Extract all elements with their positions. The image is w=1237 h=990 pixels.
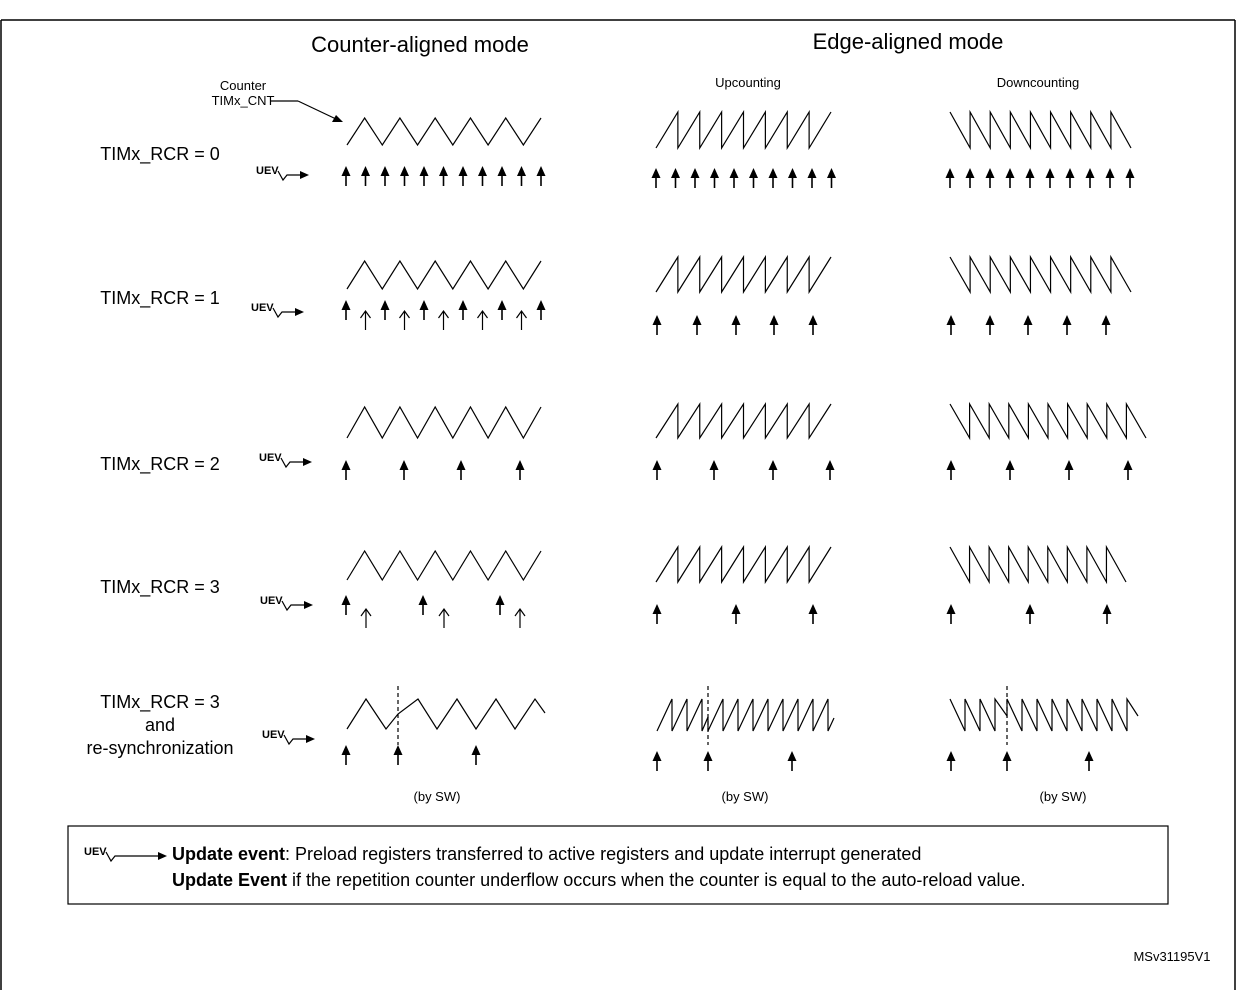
center-underflow-rcr1-3	[400, 311, 410, 330]
up-uev-rcr0-7	[788, 168, 797, 188]
uev-symbol-rcr3-text: UEV	[260, 595, 283, 607]
uev-symbol-rcr2-head	[303, 458, 312, 466]
heading-center-aligned: Counter-aligned mode	[311, 32, 529, 57]
down-uev-rcr0-6-head	[1066, 168, 1075, 178]
up-uev-rcr1-2	[732, 315, 741, 335]
uev-symbol-resync-text: UEV	[262, 729, 285, 741]
counter-callout-arrow	[270, 101, 343, 122]
up-uev-resync-0	[653, 751, 662, 771]
uev-symbol-rcr3-bolt	[282, 601, 306, 610]
up-uev-rcr3-2-head	[809, 604, 818, 614]
center-uev-rcr2-1	[400, 460, 409, 480]
center-underflow-rcr3-0	[361, 609, 371, 628]
down-uev-rcr0-5	[1046, 168, 1055, 188]
up-uev-rcr1-1	[693, 315, 702, 335]
up-uev-rcr0-4-head	[730, 168, 739, 178]
center-uev-rcr0-10	[537, 166, 546, 186]
legend-line1-rest: : Preload registers transferred to active registers and update interrupt generated	[285, 844, 922, 864]
legend-line1	[172, 844, 921, 864]
row-label-resync-line3: re-synchronization	[86, 738, 234, 758]
down-uev-rcr2-2-head	[1065, 460, 1074, 470]
down-uev-rcr0-7-head	[1086, 168, 1095, 178]
down-uev-rcr0-6	[1066, 168, 1075, 188]
reference-code: MSv31195V1	[1133, 949, 1211, 964]
center-uev-rcr0-10-head	[537, 166, 546, 176]
center-uev-rcr0-9-head	[517, 166, 526, 176]
up-wave-rcr3	[656, 547, 831, 582]
down-uev-resync-1-head	[1003, 751, 1012, 761]
center-uev-rcr2-2-head	[457, 460, 466, 470]
by-sw-down: (by SW)	[1039, 789, 1087, 804]
down-uev-rcr2-1	[1006, 460, 1015, 480]
up-uev-rcr0-9-head	[827, 168, 836, 178]
counter-callout-line2: TIMx_CNT	[211, 93, 275, 108]
center-uev-rcr0-5	[439, 166, 448, 186]
center-uev-rcr2-1-head	[400, 460, 409, 470]
up-uev-rcr1-2-head	[732, 315, 741, 325]
row-label-rcr3: TIMx_RCR = 3	[100, 577, 220, 597]
down-uev-rcr0-9	[1126, 168, 1135, 188]
legend-line2	[172, 870, 1025, 890]
center-uev-resync-1-head	[394, 745, 403, 755]
center-uev-rcr0-1-head	[361, 166, 370, 176]
down-uev-rcr0-8-head	[1106, 168, 1115, 178]
up-uev-rcr1-3	[770, 315, 779, 335]
up-uev-rcr0-3	[710, 168, 719, 188]
center-uev-rcr3-1-head	[419, 595, 428, 605]
uev-symbol-rcr1-head	[295, 308, 304, 316]
down-uev-rcr3-2	[1103, 604, 1112, 624]
up-uev-rcr0-8-head	[808, 168, 817, 178]
up-uev-rcr3-1	[732, 604, 741, 624]
center-uev-rcr0-2	[381, 166, 390, 186]
up-uev-rcr0-5	[749, 168, 758, 188]
center-uev-rcr1-2	[381, 300, 390, 320]
center-uev-rcr1-0	[342, 300, 351, 320]
center-uev-rcr0-4	[420, 166, 429, 186]
by-sw-center: (by SW)	[413, 789, 461, 804]
down-wave-rcr0	[950, 112, 1131, 148]
center-uev-rcr3-0	[342, 595, 351, 615]
up-uev-rcr2-0-head	[653, 460, 662, 470]
down-uev-rcr2-0	[947, 460, 956, 480]
uev-symbol-rcr0-bolt	[278, 171, 302, 180]
up-uev-rcr1-0	[653, 315, 662, 335]
heading-edge-aligned: Edge-aligned mode	[812, 29, 1004, 54]
down-uev-rcr0-0	[946, 168, 955, 188]
center-uev-rcr0-0	[342, 166, 351, 186]
up-uev-rcr0-2-head	[691, 168, 700, 178]
uev-symbol-rcr0-head	[300, 171, 309, 179]
legend-line2-rest: if the repetition counter underflow occurs when the counter is equal to the auto-reload value.	[287, 870, 1026, 890]
uev-symbol-rcr3	[260, 595, 313, 610]
center-underflow-rcr3-1	[439, 609, 449, 628]
center-uev-rcr3-2	[496, 595, 505, 615]
uev-symbol-rcr0-text: UEV	[256, 165, 279, 177]
uev-symbol-resync-head	[306, 735, 315, 743]
up-uev-rcr2-3	[826, 460, 835, 480]
center-uev-rcr2-0	[342, 460, 351, 480]
up-uev-rcr0-7-head	[788, 168, 797, 178]
center-uev-rcr1-2-head	[381, 300, 390, 310]
center-uev-resync-2	[472, 745, 481, 765]
down-uev-rcr0-1	[966, 168, 975, 188]
down-wave-rcr2	[950, 404, 1146, 438]
center-uev-rcr1-6-head	[459, 300, 468, 310]
uev-symbol-rcr1	[251, 302, 304, 317]
row-labels	[86, 144, 233, 758]
down-uev-rcr3-2-head	[1103, 604, 1112, 614]
up-uev-rcr0-1	[671, 168, 680, 188]
up-uev-resync-1	[704, 751, 713, 771]
down-uev-rcr2-3	[1124, 460, 1133, 480]
down-uev-rcr0-4	[1026, 168, 1035, 188]
center-uev-rcr0-3	[400, 166, 409, 186]
down-uev-resync-0-head	[947, 751, 956, 761]
center-uev-rcr0-3-head	[400, 166, 409, 176]
center-uev-rcr1-10-head	[537, 300, 546, 310]
center-uev-rcr0-9	[517, 166, 526, 186]
up-uev-rcr2-1	[710, 460, 719, 480]
up-uev-rcr0-8	[808, 168, 817, 188]
up-uev-resync-2-head	[788, 751, 797, 761]
down-uev-resync-2	[1085, 751, 1094, 771]
down-uev-rcr0-0-head	[946, 168, 955, 178]
down-uev-rcr1-4-head	[1102, 315, 1111, 325]
row-label-rcr2: TIMx_RCR = 2	[100, 454, 220, 474]
heading-upcounting: Upcounting	[715, 75, 781, 90]
up-uev-rcr2-2	[769, 460, 778, 480]
row-label-rcr0: TIMx_RCR = 0	[100, 144, 220, 164]
up-wave-resync	[657, 699, 834, 731]
down-uev-rcr1-2-head	[1024, 315, 1033, 325]
up-wave-rcr1	[656, 257, 831, 292]
center-uev-resync-0	[342, 745, 351, 765]
down-uev-rcr0-9-head	[1126, 168, 1135, 178]
uev-symbol-resync-bolt	[284, 735, 308, 744]
uev-symbol-rcr1-bolt	[273, 308, 297, 317]
center-uev-rcr3-1	[419, 595, 428, 615]
up-uev-resync-1-head	[704, 751, 713, 761]
uev-symbol-rcr2-bolt	[281, 458, 305, 467]
center-uev-rcr0-1	[361, 166, 370, 186]
center-uev-rcr1-4	[420, 300, 429, 320]
down-uev-rcr0-2-head	[986, 168, 995, 178]
up-uev-rcr0-0-head	[652, 168, 661, 178]
down-uev-rcr1-1	[986, 315, 995, 335]
center-uev-rcr0-6-head	[459, 166, 468, 176]
up-uev-rcr0-9	[827, 168, 836, 188]
center-uev-rcr0-7-head	[478, 166, 487, 176]
center-uev-rcr1-8	[498, 300, 507, 320]
up-uev-rcr0-2	[691, 168, 700, 188]
center-uev-rcr2-3-head	[516, 460, 525, 470]
center-uev-rcr3-2-head	[496, 595, 505, 605]
center-uev-rcr0-0-head	[342, 166, 351, 176]
up-uev-rcr2-2-head	[769, 460, 778, 470]
down-uev-rcr0-3	[1006, 168, 1015, 188]
down-uev-rcr3-1	[1026, 604, 1035, 624]
down-uev-rcr0-3-head	[1006, 168, 1015, 178]
up-uev-rcr3-0	[653, 604, 662, 624]
up-uev-rcr0-6	[769, 168, 778, 188]
down-uev-rcr1-1-head	[986, 315, 995, 325]
legend-uev-bolt	[106, 852, 160, 861]
down-uev-rcr1-4	[1102, 315, 1111, 335]
down-uev-rcr0-2	[986, 168, 995, 188]
center-uev-rcr1-10	[537, 300, 546, 320]
center-underflow-rcr1-5	[439, 311, 449, 330]
legend-uev-head	[158, 852, 167, 860]
down-uev-rcr0-7	[1086, 168, 1095, 188]
down-wave-rcr1	[950, 257, 1131, 292]
center-uev-rcr0-8	[498, 166, 507, 186]
down-uev-rcr1-3	[1063, 315, 1072, 335]
down-uev-rcr0-1-head	[966, 168, 975, 178]
up-uev-rcr0-0	[652, 168, 661, 188]
down-uev-rcr1-0	[947, 315, 956, 335]
center-uev-rcr0-7	[478, 166, 487, 186]
down-uev-rcr3-1-head	[1026, 604, 1035, 614]
down-wave-resync	[950, 699, 1138, 731]
row-label-resync-line1: TIMx_RCR = 3	[100, 692, 220, 712]
up-uev-rcr1-0-head	[653, 315, 662, 325]
center-uev-rcr1-0-head	[342, 300, 351, 310]
center-uev-rcr0-4-head	[420, 166, 429, 176]
legend-line1-bold: Update event	[172, 844, 286, 864]
down-uev-rcr2-3-head	[1124, 460, 1133, 470]
center-uev-rcr1-6	[459, 300, 468, 320]
center-wave-rcr0	[347, 118, 541, 145]
center-underflow-rcr1-1	[361, 311, 371, 330]
down-uev-rcr3-0	[947, 604, 956, 624]
down-uev-resync-1	[1003, 751, 1012, 771]
uev-symbol-rcr1-text: UEV	[251, 302, 274, 314]
down-uev-rcr0-8	[1106, 168, 1115, 188]
center-uev-rcr2-0-head	[342, 460, 351, 470]
center-uev-rcr0-2-head	[381, 166, 390, 176]
center-uev-rcr2-3	[516, 460, 525, 480]
down-uev-rcr1-2	[1024, 315, 1033, 335]
center-uev-rcr2-2	[457, 460, 466, 480]
center-uev-rcr1-8-head	[498, 300, 507, 310]
down-uev-rcr0-5-head	[1046, 168, 1055, 178]
heading-downcounting: Downcounting	[996, 75, 1080, 90]
center-uev-rcr0-5-head	[439, 166, 448, 176]
uev-symbol-rcr2-text: UEV	[259, 452, 282, 464]
center-uev-rcr0-6	[459, 166, 468, 186]
up-uev-rcr0-6-head	[769, 168, 778, 178]
down-uev-resync-2-head	[1085, 751, 1094, 761]
up-uev-resync-2	[788, 751, 797, 771]
up-uev-rcr1-1-head	[693, 315, 702, 325]
up-uev-rcr1-4-head	[809, 315, 818, 325]
center-wave-resync	[347, 699, 545, 729]
up-uev-rcr3-1-head	[732, 604, 741, 614]
up-uev-rcr2-3-head	[826, 460, 835, 470]
up-uev-rcr0-1-head	[671, 168, 680, 178]
center-uev-resync-0-head	[342, 745, 351, 755]
up-uev-rcr2-1-head	[710, 460, 719, 470]
down-wave-rcr3	[950, 547, 1126, 582]
legend-uev-text: UEV	[84, 846, 107, 858]
uev-symbol-resync	[262, 729, 315, 744]
down-uev-rcr2-1-head	[1006, 460, 1015, 470]
center-wave-rcr2	[347, 407, 541, 438]
up-uev-rcr3-0-head	[653, 604, 662, 614]
center-wave-rcr1	[347, 261, 541, 289]
uev-symbol-rcr0	[256, 165, 309, 180]
center-uev-rcr1-4-head	[420, 300, 429, 310]
center-uev-rcr3-0-head	[342, 595, 351, 605]
up-wave-rcr2	[656, 404, 831, 438]
center-underflow-rcr1-9	[517, 311, 527, 330]
up-uev-rcr0-5-head	[749, 168, 758, 178]
up-uev-resync-0-head	[653, 751, 662, 761]
by-sw-up: (by SW)	[721, 789, 769, 804]
down-uev-rcr0-4-head	[1026, 168, 1035, 178]
waveforms	[251, 112, 1146, 771]
down-uev-rcr2-0-head	[947, 460, 956, 470]
row-label-rcr1: TIMx_RCR = 1	[100, 288, 220, 308]
center-underflow-rcr1-7	[478, 311, 488, 330]
up-uev-rcr1-3-head	[770, 315, 779, 325]
center-uev-rcr0-8-head	[498, 166, 507, 176]
up-uev-rcr0-3-head	[710, 168, 719, 178]
legend-uev-symbol	[84, 846, 167, 861]
counter-callout-line1: Counter	[219, 78, 267, 93]
down-uev-rcr1-3-head	[1063, 315, 1072, 325]
legend-line2-bold: Update Event	[172, 870, 288, 890]
up-uev-rcr0-4	[730, 168, 739, 188]
center-underflow-rcr3-2	[515, 609, 525, 628]
row-label-resync-line2: and	[144, 715, 176, 735]
center-wave-rcr3	[347, 551, 541, 580]
up-wave-rcr0	[656, 112, 831, 148]
legend-box	[68, 826, 1168, 904]
up-uev-rcr3-2	[809, 604, 818, 624]
down-uev-rcr3-0-head	[947, 604, 956, 614]
center-uev-resync-1	[394, 745, 403, 765]
uev-symbol-rcr2	[259, 452, 312, 467]
center-uev-resync-2-head	[472, 745, 481, 755]
up-uev-rcr1-4	[809, 315, 818, 335]
down-uev-resync-0	[947, 751, 956, 771]
uev-symbol-rcr3-head	[304, 601, 313, 609]
down-uev-rcr1-0-head	[947, 315, 956, 325]
down-uev-rcr2-2	[1065, 460, 1074, 480]
up-uev-rcr2-0	[653, 460, 662, 480]
